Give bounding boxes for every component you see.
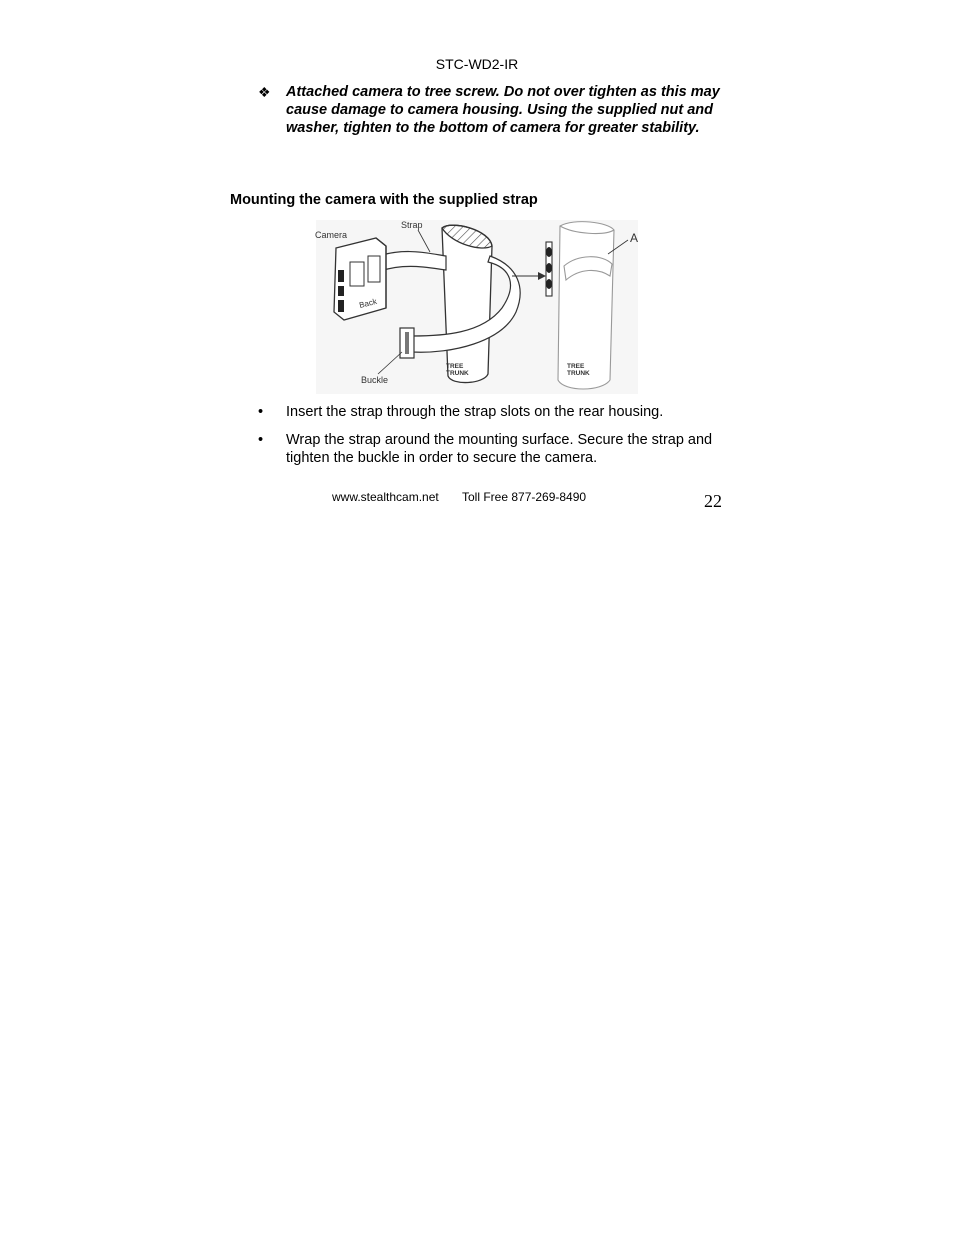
label-tree-2-line2: TRUNK <box>567 370 590 377</box>
label-strap: Strap <box>401 220 423 230</box>
bullet-marker-icon: • <box>258 432 264 448</box>
label-camera: Camera <box>315 230 348 240</box>
label-buckle: Buckle <box>361 375 389 385</box>
mounting-bracket <box>546 242 552 296</box>
label-back: Back <box>358 296 378 310</box>
page-number: 22 <box>704 491 722 511</box>
illustration-svg <box>312 216 642 396</box>
note-text: Attached camera to tree screw. Do not over tighten as this may cause damage to camera housing. Using the supplied nut and washer, tighten to the bottom of camera for greater stability. <box>286 84 720 136</box>
bullet-item-2 <box>258 431 728 471</box>
bullet-item-1 <box>258 403 728 423</box>
buckle <box>400 328 414 358</box>
note-marker-icon: ❖ <box>258 84 271 100</box>
strap-mounting-illustration <box>312 216 642 396</box>
section-title: Mounting the camera with the supplied strap <box>230 192 538 208</box>
bullet-text-2: Wrap the strap around the mounting surface. Secure the strap and tighten the buckle in order to secure the camera. <box>286 432 713 466</box>
label-a: A <box>630 231 639 245</box>
bullet-marker-icon: • <box>258 404 264 420</box>
footer-phone: Toll Free 877-269-8490 <box>462 490 587 504</box>
label-tree-2-line1: TREE <box>567 363 585 370</box>
bullet-text-1: Insert the strap through the strap slots on the rear housing. <box>286 404 664 420</box>
footer-website-link[interactable]: www.stealthcam.net <box>332 490 439 504</box>
label-tree-1-line2: TRUNK <box>446 370 469 377</box>
label-tree-1-line1: TREE <box>446 363 464 370</box>
page-header-model: STC-WD2-IR <box>435 56 519 72</box>
tree-trunk-1 <box>442 225 492 382</box>
